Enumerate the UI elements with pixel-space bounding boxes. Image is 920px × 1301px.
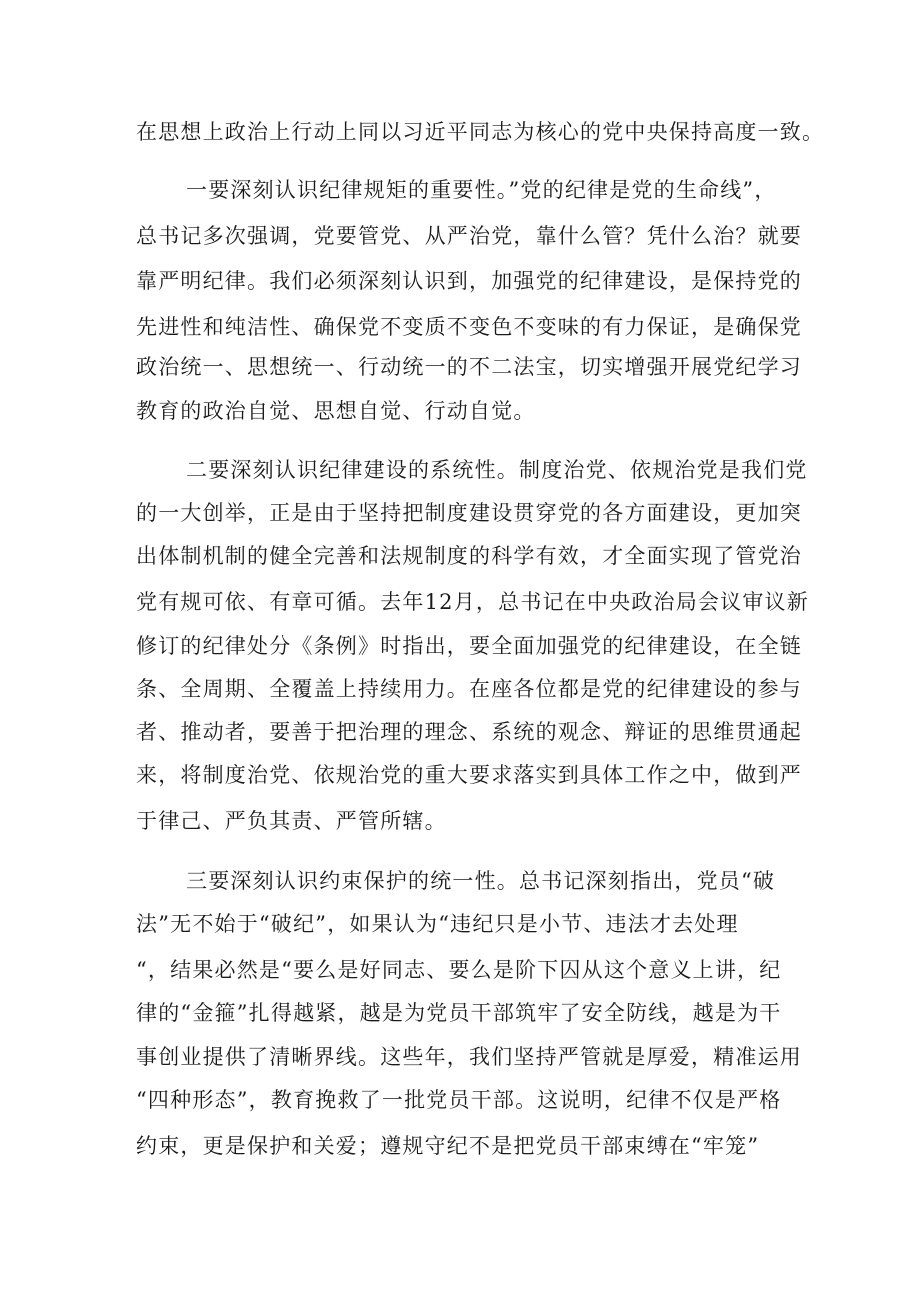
- paragraph-3-line-6: 条、全周期、全覆盖上持续用力。在座各位都是党的纪律建设的参与: [136, 677, 802, 701]
- paragraph-4-line-5: 事创业提供了清晰界线。这些年，我们坚持严管就是厚爱，精准运用: [136, 1045, 802, 1069]
- paragraph-2-line-4: 先进性和纯洁性、确保党不变质不变色不变味的有力保证，是确保党: [136, 315, 802, 339]
- paragraph-4-line-2: 法”无不始于“破纪”，如果认为“违纪只是小节、违法才去处理: [136, 912, 739, 936]
- paragraph-3-line-1: 二要深刻认识纪律建设的系统性。制度治党、依规治党是我们党: [186, 458, 808, 482]
- paragraph-1-line-1: 在思想上政治上行动上同以习近平同志为核心的党中央保持高度一致。: [136, 120, 825, 144]
- paragraph-2-line-1: 一要深刻认识纪律规矩的重要性。”党的纪律是党的生命线”，: [186, 178, 777, 202]
- paragraph-4-line-7: 约束，更是保护和关爱；遵规守纪不是把党员干部束缚在“牢笼”: [136, 1134, 760, 1158]
- paragraph-4-line-4: 律的“金箍”扎得越紧，越是为党员干部筑牢了安全防线，越是为干: [136, 1001, 782, 1025]
- paragraph-3-line-7: 者、推动者，要善于把治理的理念、系统的观念、辩证的思维贯通起: [136, 720, 802, 744]
- paragraph-4-line-1: 三要深刻认识约束保护的统一性。总书记深刻指出，党员“破: [186, 869, 776, 893]
- paragraph-2-line-5: 政治统一、思想统一、行动统一的不二法宝，切实增强开展党纪学习: [136, 355, 802, 379]
- paragraph-2-line-6: 教育的政治自觉、思想自觉、行动自觉。: [136, 399, 536, 423]
- paragraph-4-line-6: “四种形态”，教育挽救了一批党员干部。这说明，纪律不仅是严格: [136, 1088, 782, 1112]
- paragraph-2-line-2: 总书记多次强调，党要管党、从严治党，靠什么管？凭什么治？就要: [136, 224, 802, 248]
- paragraph-2-line-3: 靠严明纪律。我们必须深刻认识到，加强党的纪律建设，是保持党的: [136, 269, 802, 293]
- paragraph-3-line-2: 的一大创举，正是由于坚持把制度建设贯穿党的各方面建设，更加突: [136, 501, 802, 525]
- paragraph-3-line-4: 党有规可依、有章可循。去年12月，总书记在中央政治局会议审议新: [136, 590, 809, 614]
- paragraph-3-line-8: 来，将制度治党、依规治党的重大要求落实到具体工作之中，做到严: [136, 763, 802, 787]
- paragraph-3-line-3: 出体制机制的健全完善和法规制度的科学有效，才全面实现了管党治: [136, 544, 802, 568]
- paragraph-3-line-9: 于律己、严负其责、严管所辖。: [136, 809, 447, 833]
- paragraph-4-line-3: “，结果必然是“要么是好同志、要么是阶下囚从这个意义上讲，纪: [136, 958, 782, 982]
- paragraph-3-line-5: 修订的纪律处分《条例》时指出，要全面加强党的纪律建设，在全链: [136, 634, 802, 658]
